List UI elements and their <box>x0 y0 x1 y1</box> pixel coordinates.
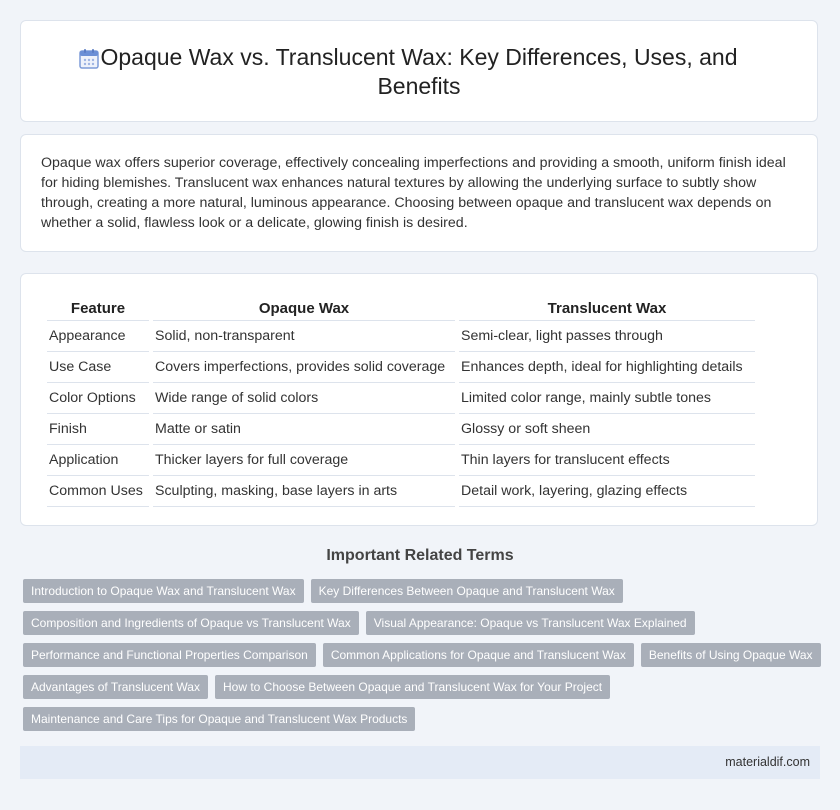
related-term-tag[interactable]: Performance and Functional Properties Comparison <box>23 643 316 667</box>
intro-paragraph: Opaque wax offers superior coverage, effectively concealing imperfections and providing a smooth, uniform finish ideal for hiding blemishes. Translucent wax enhances natural textures by allowing the underlying surface to subtly show through, creating a more natural, luminous appearance. Choosing between opaque and translucent wax depends on whether a solid, flawless look or a delicate, glowing finish is desired. <box>41 155 786 231</box>
table-row <box>47 413 755 444</box>
page-title: Opaque Wax vs. Translucent Wax: Key Differences, Uses, and Benefits <box>100 44 738 99</box>
comparison-table <box>43 294 759 507</box>
related-term-tag[interactable]: Composition and Ingredients of Opaque vs Translucent Wax <box>23 611 359 635</box>
intro-card <box>20 134 818 252</box>
table-cell-translucent: Enhances depth, ideal for highlighting details <box>459 351 755 382</box>
table-cell-translucent: Thin layers for translucent effects <box>459 444 755 475</box>
table-row <box>47 444 755 475</box>
table-cell-feature: Color Options <box>47 382 149 413</box>
related-terms-tags <box>23 579 823 739</box>
tag-row <box>23 707 823 732</box>
table-header-opaque: Opaque Wax <box>258 299 350 317</box>
comparison-table-card <box>20 273 818 526</box>
footer-site-name: materialdif.com <box>725 755 810 769</box>
tag-row <box>23 611 823 636</box>
footer <box>20 746 820 779</box>
table-cell-translucent: Limited color range, mainly subtle tones <box>459 382 755 413</box>
table-header-feature: Feature <box>70 299 126 317</box>
table-cell-translucent: Glossy or soft sheen <box>459 413 755 444</box>
table-header-row <box>47 294 755 320</box>
related-terms-title: Important Related Terms <box>326 547 514 564</box>
table-header-translucent: Translucent Wax <box>547 299 667 317</box>
table-row <box>47 382 755 413</box>
table-cell-feature: Use Case <box>47 351 149 382</box>
table-cell-opaque: Sculpting, masking, base layers in arts <box>153 475 455 507</box>
related-term-tag[interactable]: Key Differences Between Opaque and Translucent Wax <box>311 579 623 603</box>
related-term-tag[interactable]: Common Applications for Opaque and Translucent Wax <box>323 643 634 667</box>
table-cell-translucent: Semi-clear, light passes through <box>459 320 755 351</box>
tag-row <box>23 675 823 700</box>
table-cell-feature: Common Uses <box>47 475 149 507</box>
table-cell-feature: Finish <box>47 413 149 444</box>
related-term-tag[interactable]: Introduction to Opaque Wax and Translucent Wax <box>23 579 304 603</box>
table-row <box>47 320 755 351</box>
table-cell-opaque: Solid, non-transparent <box>153 320 455 351</box>
related-term-tag[interactable]: How to Choose Between Opaque and Translucent Wax for Your Project <box>215 675 610 699</box>
related-term-tag[interactable]: Visual Appearance: Opaque vs Translucent Wax Explained <box>366 611 695 635</box>
table-cell-translucent: Detail work, layering, glazing effects <box>459 475 755 507</box>
tag-row <box>23 579 823 604</box>
table-cell-opaque: Thicker layers for full coverage <box>153 444 455 475</box>
related-term-tag[interactable]: Advantages of Translucent Wax <box>23 675 208 699</box>
table-cell-feature: Application <box>47 444 149 475</box>
table-cell-opaque: Covers imperfections, provides solid coverage <box>153 351 455 382</box>
related-term-tag[interactable]: Maintenance and Care Tips for Opaque and Translucent Wax Products <box>23 707 415 731</box>
table-row <box>47 475 755 507</box>
table-row <box>47 351 755 382</box>
table-cell-feature: Appearance <box>47 320 149 351</box>
table-cell-opaque: Wide range of solid colors <box>153 382 455 413</box>
table-cell-opaque: Matte or satin <box>153 413 455 444</box>
header-card <box>20 20 818 122</box>
related-term-tag[interactable]: Benefits of Using Opaque Wax <box>641 643 821 667</box>
tag-row <box>23 643 823 668</box>
